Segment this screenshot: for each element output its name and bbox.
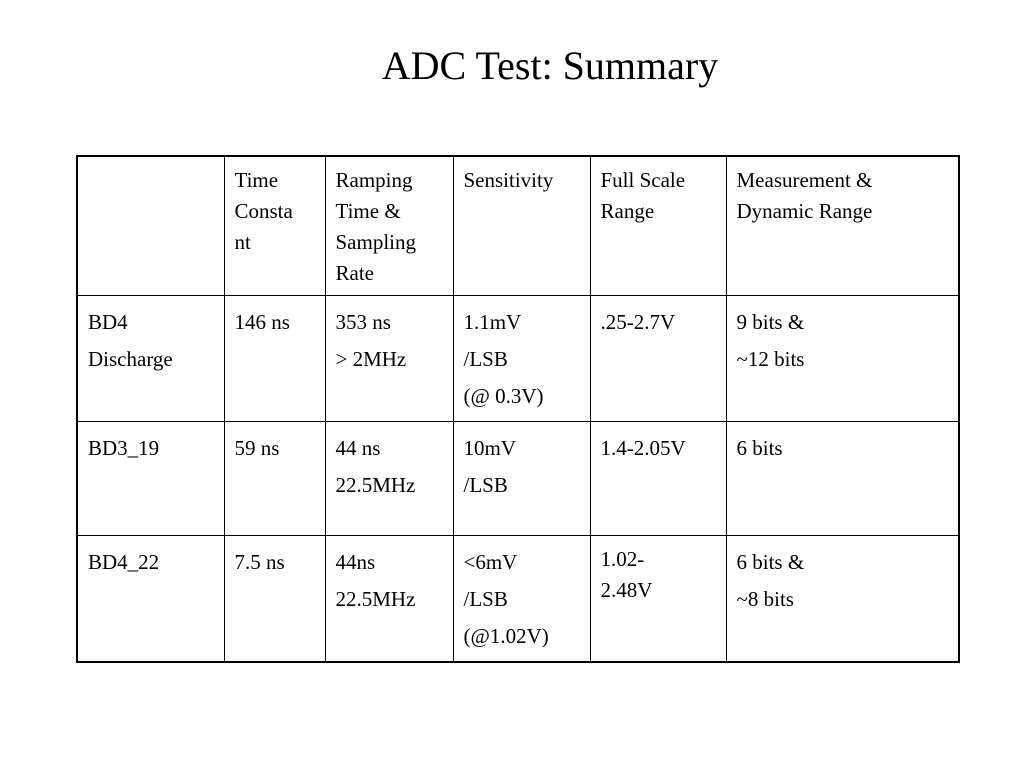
header-line: Full Scale (600, 168, 686, 192)
cell-line: BD3_19 (88, 436, 160, 460)
table-row (77, 422, 959, 536)
header-line: Sampling (335, 230, 417, 254)
header-cell-sensitivity (453, 156, 590, 296)
cell-line: 9 bits & (736, 310, 805, 334)
cell-line: ~12 bits (736, 347, 805, 371)
table-cell (453, 422, 590, 536)
header-cell-ramping-time (325, 156, 453, 296)
header-row (77, 156, 959, 296)
header-cell-time-constant (224, 156, 325, 296)
table-cell (726, 296, 959, 422)
cell-line: /LSB (463, 473, 508, 497)
cell-line: 2.48V (600, 578, 653, 602)
cell-line: BD4 (88, 310, 128, 334)
header-line: Time (234, 168, 279, 192)
cell-line: /LSB (463, 587, 508, 611)
table-cell (77, 536, 224, 663)
cell-line: 59 ns (234, 436, 280, 460)
header-line: Sensitivity (463, 168, 554, 192)
table-cell (224, 422, 325, 536)
table-row (77, 536, 959, 663)
table-row (77, 296, 959, 422)
cell-line: 1.02- (600, 547, 645, 571)
cell-line: /LSB (463, 347, 508, 371)
summary-table (76, 155, 960, 663)
header-line: Rate (335, 261, 374, 285)
slide-title: ADC Test: Summary (381, 43, 719, 88)
table-cell (224, 536, 325, 663)
table-cell (325, 422, 453, 536)
cell-line: .25-2.7V (600, 310, 676, 334)
cell-line: 1.1mV (463, 310, 522, 334)
table-cell (726, 422, 959, 536)
cell-line: 44ns (335, 550, 376, 574)
table-cell (224, 296, 325, 422)
cell-line: BD4_22 (88, 550, 160, 574)
cell-line: 22.5MHz (335, 587, 416, 611)
table-cell (453, 536, 590, 663)
cell-line: 1.4-2.05V (600, 436, 686, 460)
header-cell-empty (77, 156, 224, 296)
cell-line: ~8 bits (736, 587, 794, 611)
cell-line: 22.5MHz (335, 473, 416, 497)
cell-line: 44 ns (335, 436, 381, 460)
cell-line: 6 bits (736, 436, 783, 460)
cell-line: <6mV (463, 550, 518, 574)
header-line: Dynamic Range (736, 199, 873, 223)
table-cell (325, 536, 453, 663)
table-cell (590, 296, 726, 422)
cell-line: Discharge (88, 347, 173, 371)
table-cell (77, 296, 224, 422)
table-cell (325, 296, 453, 422)
cell-line: 353 ns (335, 310, 391, 334)
table-cell (453, 296, 590, 422)
header-line: Consta (234, 199, 293, 223)
cell-line: 10mV (463, 436, 516, 460)
header-line: Measurement & (736, 168, 873, 192)
table-cell (590, 536, 726, 663)
cell-line: (@ 0.3V) (463, 384, 544, 408)
cell-line: 7.5 ns (234, 550, 285, 574)
cell-line: > 2MHz (335, 347, 407, 371)
cell-line: 146 ns (234, 310, 290, 334)
table-cell (77, 422, 224, 536)
header-line: Time & (335, 199, 401, 223)
header-cell-measurement-range (726, 156, 959, 296)
header-cell-full-scale-range (590, 156, 726, 296)
table-cell (726, 536, 959, 663)
cell-line: 6 bits & (736, 550, 805, 574)
header-line: Range (600, 199, 655, 223)
header-line: nt (234, 230, 251, 254)
cell-line: (@1.02V) (463, 624, 549, 648)
header-line: Ramping (335, 168, 413, 192)
table-cell (590, 422, 726, 536)
